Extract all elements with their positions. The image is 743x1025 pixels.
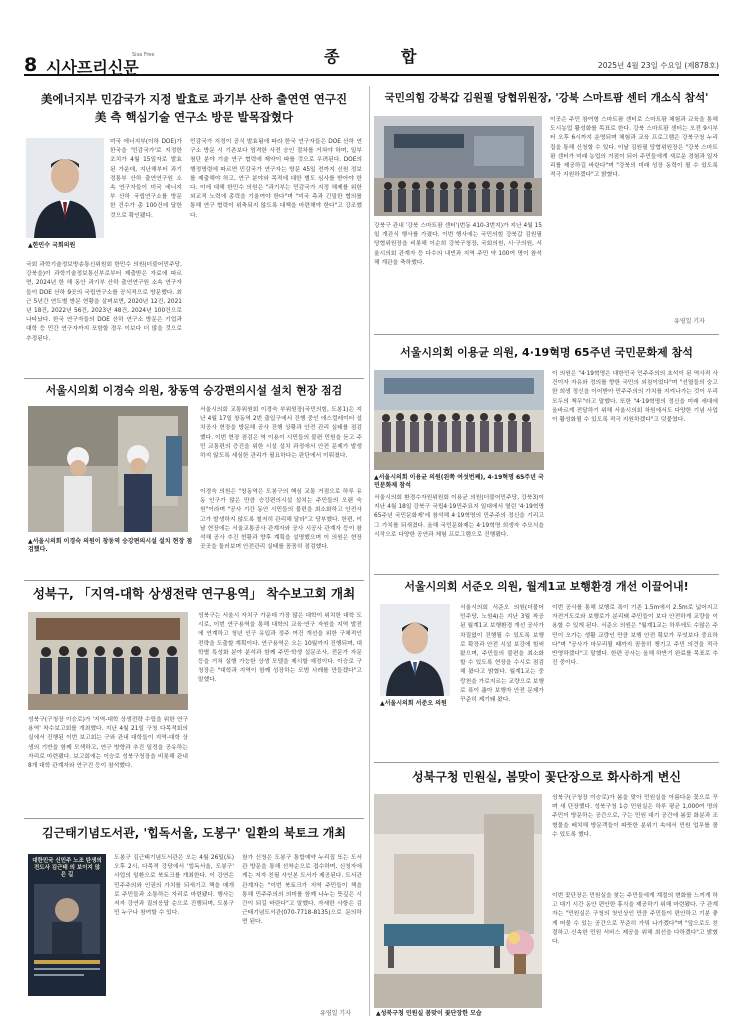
article-body-col1: 도봉구 김근태기념도서관은 오는 4월 26일(토) 오후 2시, 다목적 강당에서 '힙독서울, 도봉구' 사업의 일환으로 북토크를 개최한다. 이 강연은 민주주의와 인권의 가치를 되새기고 책을 매개로 주민들과 소통하는 자리로 마련됐다. 행사는 저자 강연과 질의응답 순으로 진행되며, 도봉구민 누구나 참여할 수 있다.	[114, 855, 234, 917]
photo-caption: ▲한민수 국회의원	[28, 242, 76, 249]
article-body-col2: 이곳은 주민 참여형 스마트팜 센터로 스마트팜 체험과 교육을 통해 도시농업 활성화를 목표로 한다. 강북 스마트팜 센터는 오전 9시부터 오후 6시까지 운영되며 체험과 교육 프로그램은 강북구청 누리집을 통해 신청할 수 있다. 이날 김원필 당협위원장은 "강북 스마트팜 센터가 미래 농업의 거점이 되어 주민들에게 새로운 경험과 일자리를 제공하길 바란다"며 "강북의 미래 성장 동력이 될 수 있도록 적극 지원하겠다"고 밝혔다.	[550, 117, 718, 179]
page-number: 8	[24, 54, 38, 76]
article-changdong-station	[24, 380, 364, 580]
article-headline: 美에너지부 민감국가 지정 발효로 과기부 산하 출연연 연구진	[40, 92, 348, 106]
section-divider	[374, 574, 719, 575]
byline: 유영일 기자	[674, 318, 705, 325]
article-wolgye-bridge	[374, 576, 719, 756]
section-divider	[24, 818, 364, 819]
article-kimgeuntae-library	[24, 820, 364, 1020]
article-body-col1: 서울시의회 서준오 의원(더불어민주당, 노원4)은 지난 3월 착공된 월계1교 보행환경 개선 공사가 차질없이 진행될 수 있도록 보행로 확장과 안전 시설 보강에 힘써 왔으며, 주민들의 불편을 최소화할 수 있도록 현장을 수시로 점검해 왔다고 밝혔다. 월계1교는 중랑천을 가로지르는 교량으로 보행로 폭이 좁아 보행자 안전 문제가 꾸준히 제기돼 왔다.	[460, 605, 544, 704]
portrait-photo	[26, 138, 104, 238]
article-body-col1: 성북구(구청장 이승로)가 '지역-대학 상생전략 수립을 위한 연구용역' 착수보고회를 개최했다. 지난 4월 21일 구청 다목적회의실에서 진행된 이번 보고회는 구와 관내 대학들이 지역-대학 상생의 기반을 함께 모색하고, 연구 방향과 추진 일정을 공유하는 자리로 마련됐다. 보고회에는 이승로 성북구청장을 비롯해 관내 8개 대학 관계자와 연구진 등이 참석했다.	[28, 717, 188, 770]
article-headline-line2: 美 측 핵심기술 연구소 방문 발목잡혔다	[94, 110, 294, 124]
paper-name-english: Sisa Free	[132, 52, 155, 58]
issue-date: 2025년 4월 23일 수요일 (제878호)	[597, 61, 719, 70]
briefing-group-photo	[28, 612, 188, 710]
article-seongbuk-civil-office	[374, 764, 719, 1020]
article-body-col2: 이번 공사를 통해 보행로 폭이 기존 1.5m에서 2.5m로 넓어지고 자전거도로와 보행로가 분리돼 주민들이 보다 안전하게 교량을 이용할 수 있게 된다. 서준오 의원은 "월계1교는 하루에도 수많은 주민이 오가는 생활 교량인 만큼 보행 안전 확보가 무엇보다 중요하다"며 "공사가 마무리될 때까지 꼼꼼히 챙기고 주민 의견을 적극 반영하겠다"고 말했다. 한편 공사는 올해 하반기 완료를 목표로 추진 중이다.	[552, 605, 718, 667]
article-body-col2: 성북구는 서울시 자치구 가운데 가장 많은 대학이 위치한 대학 도시로, 이번 연구용역을 통해 대학의 교육·연구 자원을 지역 발전에 연계하고 청년 인구 유입과 정주 여건 개선을 위한 구체적인 전략을 도출할 계획이다. 연구용역은 오는 10월까지 진행되며, 대학별 특성화 분야 분석과 함께 주민·학생 설문조사, 전문가 자문 등을 거쳐 실행 가능한 상생 모델을 제시할 예정이다. 이승로 구청장은 "대학과 지역이 함께 성장하는 모범 사례를 만들겠다"고 말했다.	[198, 613, 362, 684]
festival-group-photo	[374, 370, 544, 470]
booktalk-poster	[28, 854, 106, 996]
paper-name: 시사프리신문	[46, 58, 139, 77]
article-headline: 성북구청 민원실, 봄맞이 꽃단장으로 화사하게 변신	[412, 770, 681, 784]
section-divider	[24, 580, 364, 581]
article-seongbuk-university	[24, 582, 364, 814]
article-energy-dept	[24, 86, 364, 376]
photo-caption: ▲서울시의회 서준오 의원	[380, 700, 447, 707]
article-headline: 성북구, 「지역-대학 상생전략 연구용역」 착수보고회 개최	[32, 586, 356, 601]
article-body-col3: 민감국가 지정이 공식 발효됨에 따라 한국 연구자들은 DOE 산하 연구소 방문 시 기존보다 엄격한 사전 승인 절차를 거쳐야 하며, 일부 첨단 분야 기술 연구 협력에 제약이 따를 것으로 우려된다. DOE의 행정명령에 따르면 민감국가 연구자는 방문 45일 전까지 신원 정보를 제출해야 하고, 연구 분야와 목적에 대한 별도 심사를 받아야 한다. 이에 대해 한민수 의원은 "과기부는 민감국가 지정 해제를 위한 외교적 노력에 총력을 기울여야 한다"며 "미국 측과 긴밀한 협의를 통해 연구 협력이 위축되지 않도록 대책을 마련해야 한다"고 강조했다.	[190, 139, 362, 219]
article-headline: 서울시의회 이경숙 의원, 창동역 승강편의시설 설치 현장 점검	[45, 384, 343, 397]
section-divider	[24, 378, 364, 379]
article-body-col2: 이번 꽃단장은 민원실을 찾는 주민들에게 계절의 변화를 느끼게 하고 대기 시간 동안 편안한 휴식을 제공하기 위해 마련됐다. 구 관계자는 "민원실은 구청의 첫인상인 만큼 주민들이 편안하고 기분 좋게 머물 수 있는 공간으로 꾸준히 가꿔 나가겠다"며 "앞으로도 친절하고 신속한 민원 서비스 제공을 위해 최선을 다하겠다"고 밝혔다.	[552, 893, 718, 946]
photo-caption: ▲서울시의회 이경숙 의원이 창동역 승강편의시설 설치 현장 점검했다.	[28, 538, 193, 553]
section-divider	[374, 762, 719, 763]
photo-caption: ▲서울시의회 이용균 의원(왼쪽 여섯번째), 4·19혁명 65주년 국민문화제 참석	[374, 474, 544, 489]
photo-caption: ▲성북구청 민원실 봄맞이 꽃단장한 모습	[376, 1010, 482, 1017]
article-headline: 서울시의회 이용균 의원, 4·19혁명 65주년 국민문화제 참석	[400, 346, 693, 359]
article-smart-farm	[374, 86, 719, 326]
masthead-rule	[24, 74, 719, 76]
event-photo	[374, 116, 542, 216]
section-divider	[374, 334, 719, 335]
article-headline: 서울시의회 서준오 의원, 월계1교 보행환경 개선 이끌어내!	[404, 580, 689, 593]
masthead	[24, 34, 719, 94]
poster-text: 대한민국 신민주 노조 탄생의 전도사 김근태 의 보이지 않은 길	[32, 858, 102, 878]
article-headline: 김근태기념도서관, '힙독서울, 도봉구' 일환의 북토크 개최	[42, 826, 346, 840]
site-inspection-photo	[28, 406, 188, 532]
section-title: 종 합	[324, 47, 445, 66]
article-body-col2: 참가 신청은 도봉구 통합예약 누리집 또는 도서관 방문을 통해 선착순으로 접수하며, 신청자에게는 저자 친필 사인본 도서가 제공된다. 도서관 관계자는 "이번 북토크가 지역 주민들이 책을 통해 민주주의의 의미를 함께 나누는 뜻깊은 시간이 되길 바란다"고 말했다. 자세한 사항은 김근태기념도서관(070-7718-8135)으로 문의하면 된다.	[242, 855, 362, 926]
article-body-col1: 성북구(구청장 이승로)가 봄을 맞아 민원실을 아름다운 꽃으로 꾸며 새 단장했다. 성북구청 1층 민원실은 하루 평균 1,000여 명의 주민이 방문하는 공간으로, 구는 민원 대기 공간에 봄꽃 화분과 조형물을 배치해 방문객들이 따뜻한 분위기 속에서 민원 업무를 볼 수 있도록 했다.	[552, 795, 718, 838]
portrait-photo	[380, 604, 450, 696]
article-body-col1: 서울시의회 교통위원회 이경숙 부위원장(국민의힘, 도봉1)은 지난 4월 17일 창동역 2번 출입구에서 진행 중인 에스컬레이터 설치공사 현장을 방문해 공사 진행 상황과 안전 관리 실태를 점검했다. 이번 현장 점검은 역 이용이 시민들의 불편 민원을 듣고 주민 교통편의 증진을 위한 시설 설치 과정에서 안전 문제가 발생하지 않도록 세심한 관리가 필요하다는 판단에서 이뤄졌다.	[200, 407, 362, 460]
article-headline: 국민의힘 강북갑 김원필 당협위원장, '강북 스마트팜 센터 개소식 참석'	[384, 92, 709, 104]
article-body-col1: 서울시의회 환경수자원위원회 이용균 의원(더불어민주당, 강북3)이 지난 4월 18일 강북구 국립4·19민주묘지 일대에서 열린 '4·19혁명 65주년 국민문화제'에 참석해 4·19혁명의 민주주의 정신을 기리고 그 가치를 되새겼다. 올해 국민문화제는 4·19혁명 희생자 추모식을 시작으로 다양한 공연과 체험 프로그램으로 진행됐다.	[374, 495, 544, 538]
byline: 유영일 기자	[320, 1010, 351, 1017]
civil-office-photo	[374, 794, 542, 1008]
article-april19-festival	[374, 340, 719, 570]
article-body-col1: 미국 에너지부(이하 DOE)가 한국을 '민감국가'로 지정한 조치가 4월 15일자로 발효된 가운데, 지난해부터 과기정통부 산하 출연연구원 소속 연구자들이 미국 에너지부 산하 국립연구소를 방문한 건수가 총 100건에 달한 것으로 확인됐다.	[110, 139, 182, 219]
article-body-col1: 강북구 관내 '강북 스마트팜 센터'(번동 410-3번지)가 지난 4월 15일 개관식 행사를 가졌다. 이번 행사에는 국민의힘 강북갑 김원필 당협위원장을 비롯해 이순희 강북구청장, 국회의원, 시·구의원, 서울시의회 관계자 등 다수의 내빈과 지역 주민 약 100여 명이 참석해 개관을 축하했다.	[374, 223, 542, 266]
column-divider	[369, 86, 370, 1016]
article-body-col2: 이경숙 의원은 "창동역은 도봉구의 핵심 교통 거점으로 하루 유동 인구가 많은 만큼 승강편의시설 설치는 주민들의 오랜 숙원"이라며 "공사 기간 동안 시민들의 불편을 최소화하고 안전사고가 발생하지 않도록 철저히 관리해 달라"고 당부했다. 한편, 이날 현장에는 서울교통공사 관계자와 공사 시공사 관계자 등이 참석해 공사 추진 현황과 향후 계획을 설명했으며 이 의원은 현장 곳곳을 둘러보며 안전관리 실태를 꼼꼼히 점검했다.	[200, 489, 362, 551]
article-body-col2: 이 의원은 "4·19혁명은 대한민국 민주주의의 초석이 된 역사적 사건이자 자유와 정의를 향한 국민의 외침이었다"며 "선열들의 숭고한 희생 정신을 이어받아 민주주의의 가치를 지켜나가는 것이 우리 모두의 책무"라고 말했다. 또한 "4·19혁명의 정신을 미래 세대에 올바르게 전달하기 위해 서울시의회 차원에서도 다양한 기념 사업이 활성화될 수 있도록 적극 지원하겠다"고 덧붙였다.	[552, 371, 718, 424]
article-body-col2: 국회 과학기술정보방송통신위원회 한민수 의원(더불어민주당, 강북을)이 과학기술정보통신부로부터 제출받은 자료에 따르면, 2024년 한 해 동안 과기부 산하 출연연구원 소속 연구자들이 DOE 산하 9곳의 국립연구소를 공식적으로 방문했다. 최근 5년간 연도별 방문 현황을 살펴보면, 2020년 12건, 2021년 18건, 2022년 56건, 2023년 48건, 2024년 100건으로 나타났다. 한국 연구자들의 DOE 산하 연구소 방문은 기업과 대학 등 민간 연구자까지 포함할 경우 이보다 더 많을 것으로 추정된다.	[26, 262, 182, 342]
